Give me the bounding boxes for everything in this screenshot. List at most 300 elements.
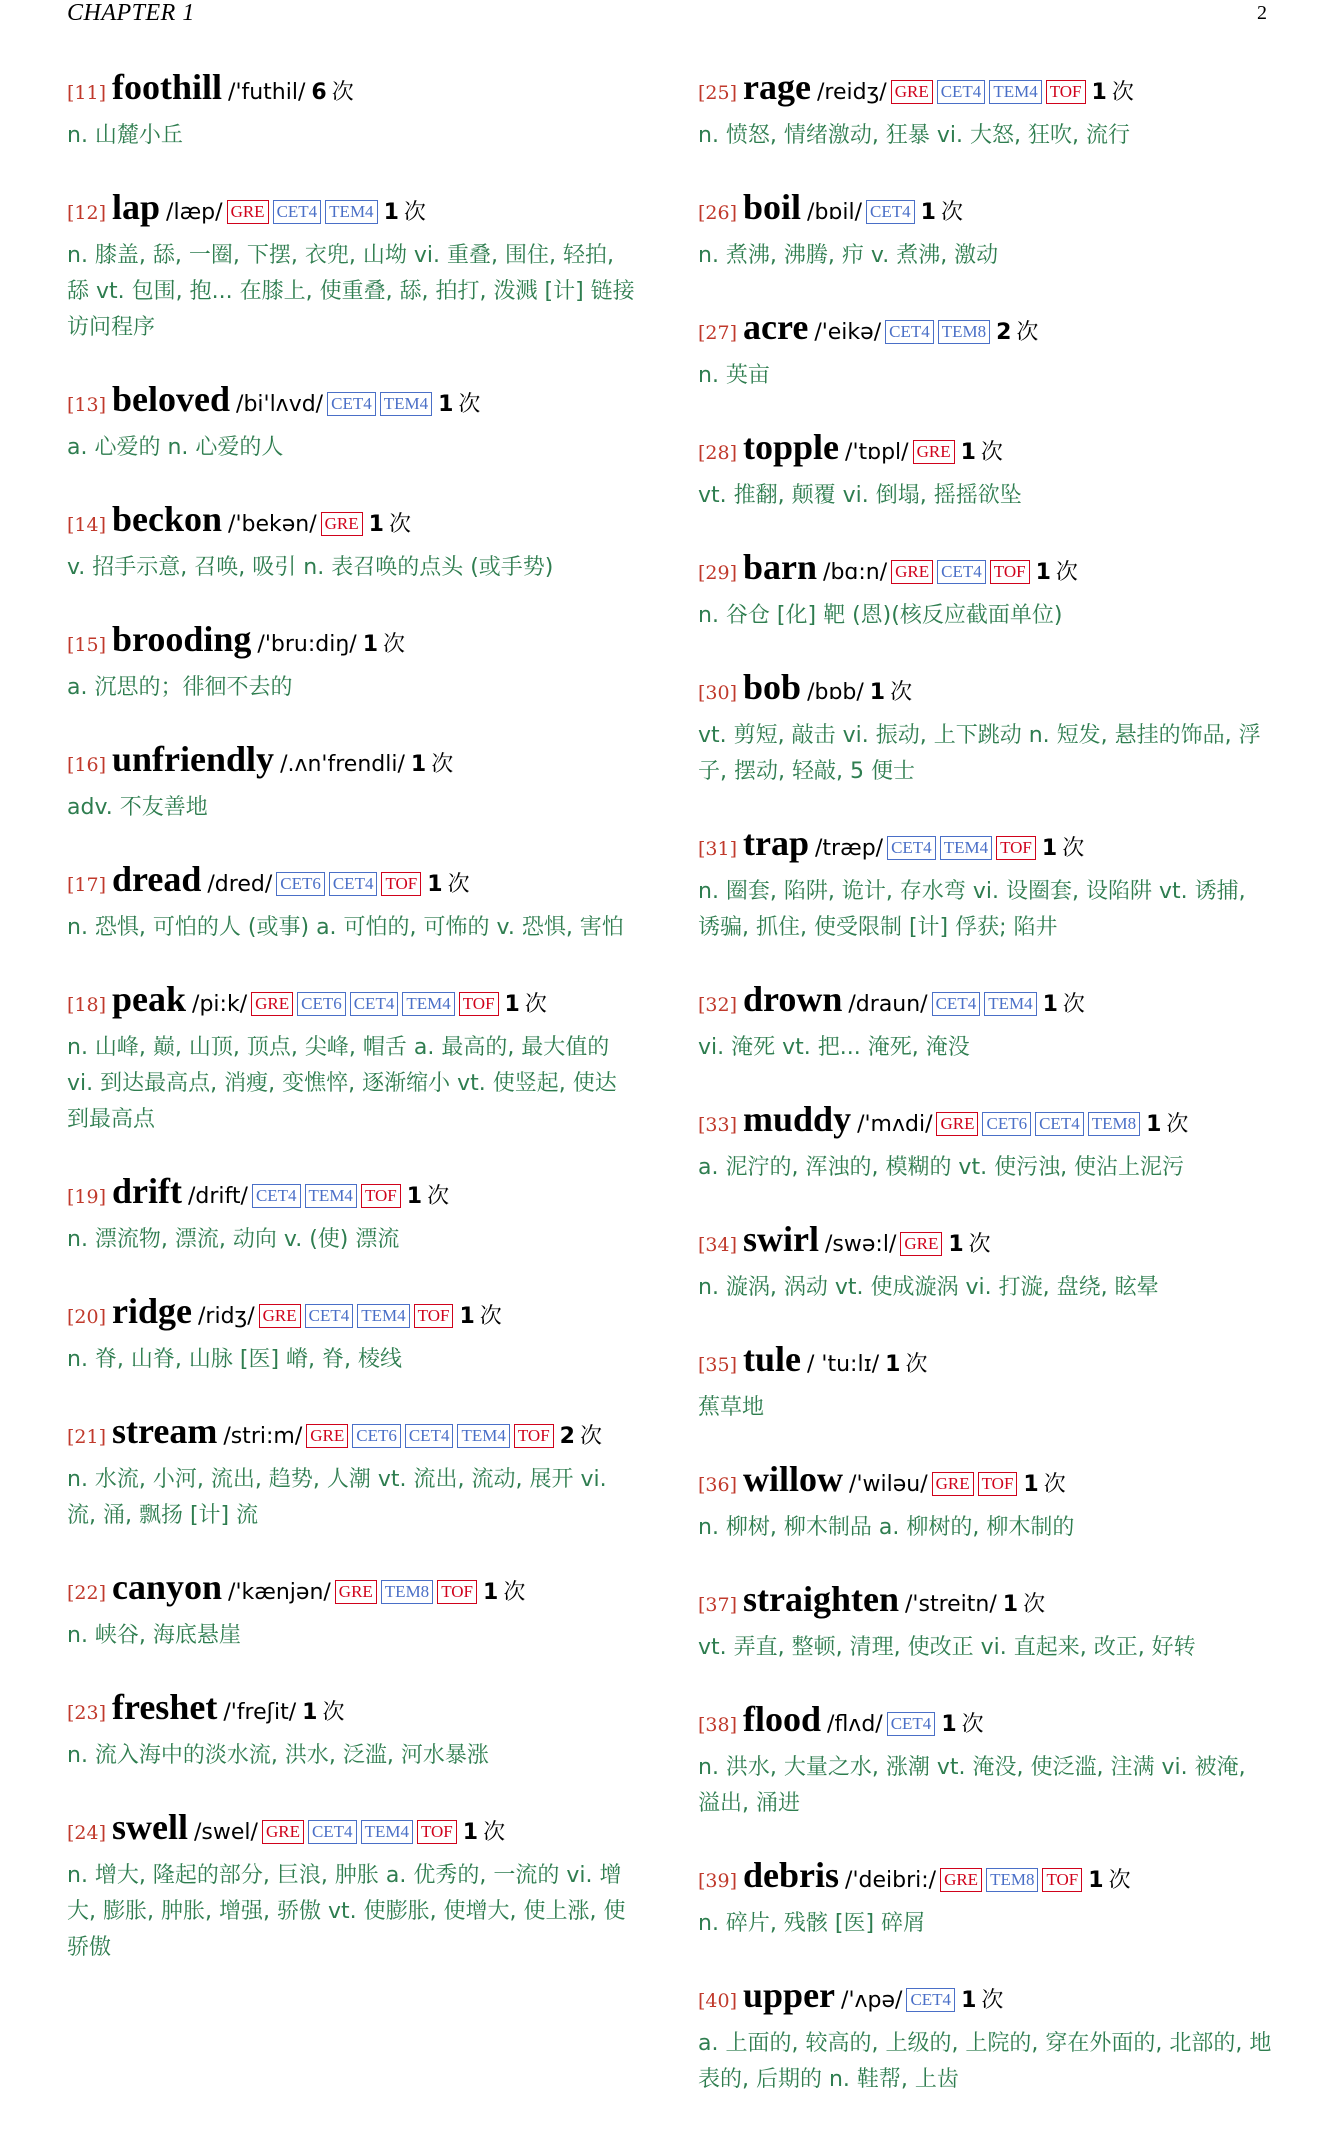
occurrence-count: 1 (1091, 80, 1107, 105)
entry-headline (67, 620, 637, 670)
headword: beloved (112, 379, 231, 419)
vocab-entry (698, 1220, 1273, 1306)
pronunciation: /bɒb/ (807, 680, 864, 705)
times-label: 次 (1016, 320, 1039, 345)
exam-tag: CET4 (327, 392, 376, 416)
entry-headline (67, 188, 637, 238)
occurrence-count: 1 (427, 872, 443, 897)
entry-index: [18] (67, 994, 107, 1016)
entry-index: [17] (67, 874, 107, 896)
entry-index: [27] (698, 322, 738, 344)
exam-tag: CET4 (252, 1184, 301, 1208)
definition: n. 增大, 隆起的部分, 巨浪, 肿胀 a. 优秀的, 一流的 vi. 增大, 膨胀, 肿胀, 增强, 骄傲 vt. 使膨胀, 使增大, 使上涨, 使骄傲 (67, 1863, 626, 1960)
entry-index: [13] (67, 394, 107, 416)
exam-tag: GRE (227, 200, 269, 224)
exam-tag: CET4 (350, 992, 399, 1016)
times-label: 次 (1043, 1472, 1066, 1497)
exam-tag: TOF (414, 1304, 454, 1328)
exam-tag: TEM8 (938, 320, 990, 344)
occurrence-count: 1 (406, 1184, 423, 1209)
occurrence-count: 1 (1023, 1472, 1039, 1497)
exam-tag: CET4 (273, 200, 322, 224)
times-label: 次 (1062, 992, 1085, 1017)
entry-index: [20] (67, 1306, 107, 1328)
entry-headline (698, 980, 1273, 1030)
entry-index: [36] (698, 1474, 738, 1496)
times-label: 次 (579, 1424, 602, 1449)
definition: vt. 弄直, 整顿, 清理, 使改正 vi. 直起来, 改正, 好转 (698, 1635, 1196, 1660)
times-label: 次 (981, 1988, 1004, 2013)
occurrence-count: 1 (1035, 560, 1051, 585)
entry-headline (67, 1292, 637, 1342)
entry-index: [32] (698, 994, 738, 1016)
exam-tag: TOF (381, 872, 421, 896)
entry-index: [19] (67, 1186, 107, 1208)
pronunciation: /draun/ (848, 992, 928, 1017)
exam-tag: TOF (990, 560, 1030, 584)
entry-index: [38] (698, 1714, 738, 1736)
entry-headline (698, 1340, 1273, 1390)
left-column (67, 68, 637, 2000)
occurrence-count: 1 (961, 1988, 977, 2013)
pronunciation: /'ʌpə/ (841, 1988, 903, 2013)
right-column (698, 68, 1273, 2132)
entry-index: [31] (698, 838, 738, 860)
entry-index: [30] (698, 682, 738, 704)
occurrence-count: 1 (483, 1580, 499, 1605)
pronunciation: /ridʒ/ (198, 1304, 255, 1329)
pronunciation: /pi:k/ (192, 992, 248, 1017)
exam-tag: TOF (996, 836, 1036, 860)
exam-tag: TEM4 (989, 80, 1041, 104)
pronunciation: /'bekən/ (228, 512, 317, 537)
vocab-entry (67, 1292, 637, 1378)
exam-tag: CET4 (937, 80, 986, 104)
entry-headline (67, 740, 637, 790)
pronunciation: /'deibri:/ (845, 1868, 937, 1893)
occurrence-count: 1 (941, 1712, 957, 1737)
vocab-entry (67, 620, 637, 706)
pronunciation: /'bru:diŋ/ (257, 632, 357, 657)
vocab-entry (67, 860, 637, 946)
entry-headline (698, 824, 1273, 874)
definition: n. 恐惧, 可怕的人 (或事) a. 可怕的, 可怖的 v. 恐惧, 害怕 (67, 915, 624, 940)
times-label: 次 (427, 1184, 450, 1209)
entry-headline (698, 548, 1273, 598)
exam-tag: GRE (891, 80, 933, 104)
entry-index: [40] (698, 1990, 738, 2012)
definition: v. 招手示意, 召唤, 吸引 n. 表召唤的点头 (或手势) (67, 555, 554, 580)
times-label: 次 (905, 1352, 928, 1377)
entry-index: [28] (698, 442, 738, 464)
times-label: 次 (388, 512, 411, 537)
pronunciation: /bi'lʌvd/ (236, 392, 324, 417)
vocab-entry (698, 980, 1273, 1066)
entry-headline (67, 500, 637, 550)
headword: dread (112, 859, 202, 899)
headword: ridge (112, 1291, 192, 1331)
definition: adv. 不友善地 (67, 795, 208, 820)
vocab-entry (67, 1412, 637, 1534)
exam-tag: TOF (514, 1424, 554, 1448)
entry-index: [29] (698, 562, 738, 584)
occurrence-count: 1 (459, 1304, 475, 1329)
entry-index: [22] (67, 1582, 107, 1604)
exam-tag: CET4 (866, 200, 915, 224)
entry-headline (698, 308, 1273, 358)
entry-headline (698, 1100, 1273, 1150)
entry-index: [25] (698, 82, 738, 104)
definition: n. 漂流物, 漂流, 动向 v. (使) 漂流 (67, 1227, 400, 1252)
exam-tag: TEM4 (357, 1304, 409, 1328)
exam-tag: TEM8 (1088, 1112, 1140, 1136)
exam-tag: TEM4 (361, 1820, 413, 1844)
entry-index: [15] (67, 634, 107, 656)
exam-tag: CET6 (982, 1112, 1031, 1136)
running-header (67, 0, 1267, 28)
definition: n. 峡谷, 海底悬崖 (67, 1623, 241, 1648)
headword: muddy (743, 1099, 852, 1139)
exam-tag: TOF (1042, 1868, 1082, 1892)
exam-tag: GRE (936, 1112, 978, 1136)
entry-index: [16] (67, 754, 107, 776)
occurrence-count: 1 (960, 440, 976, 465)
occurrence-count: 1 (869, 680, 886, 705)
definition: n. 流入海中的淡水流, 洪水, 泛滥, 河水暴涨 (67, 1743, 489, 1768)
headword: straighten (743, 1579, 900, 1619)
occurrence-count: 1 (368, 512, 384, 537)
pronunciation: /læp/ (166, 200, 223, 225)
headword: unfriendly (112, 739, 275, 779)
exam-tag: GRE (321, 512, 363, 536)
definition: n. 愤怒, 情绪激动, 狂暴 vi. 大怒, 狂吹, 流行 (698, 123, 1130, 148)
times-label: 次 (1111, 80, 1134, 105)
headword: freshet (112, 1687, 218, 1727)
times-label: 次 (961, 1712, 984, 1737)
vocab-entry (698, 188, 1273, 274)
times-label: 次 (1023, 1592, 1046, 1617)
entry-headline (698, 1220, 1273, 1270)
entry-headline (67, 68, 637, 118)
exam-tag: TEM4 (984, 992, 1036, 1016)
exam-tag: GRE (251, 992, 293, 1016)
entry-headline (67, 1412, 637, 1462)
entry-headline (67, 1808, 637, 1858)
pronunciation: /bɒil/ (807, 200, 863, 225)
exam-tag: GRE (913, 440, 955, 464)
vocab-entry (698, 1700, 1273, 1822)
definition: n. 水流, 小河, 流出, 趋势, 人潮 vt. 流出, 流动, 展开 vi. 流, 涌, 飘扬 [计] 流 (67, 1467, 607, 1528)
entry-headline (698, 1976, 1273, 2026)
occurrence-count: 1 (504, 992, 520, 1017)
definition: n. 山麓小丘 (67, 123, 183, 148)
headword: acre (743, 307, 809, 347)
occurrence-count: 1 (362, 632, 378, 657)
vocab-entry (67, 500, 637, 586)
definition: a. 泥泞的, 浑浊的, 模糊的 vt. 使污浊, 使沾上泥污 (698, 1155, 1185, 1180)
entry-index: [26] (698, 202, 738, 224)
pronunciation: /'mʌdi/ (857, 1112, 933, 1137)
entry-headline (698, 68, 1273, 118)
occurrence-count: 1 (410, 752, 427, 777)
exam-tag: CET4 (308, 1820, 357, 1844)
headword: willow (743, 1459, 844, 1499)
pronunciation: /drift/ (188, 1184, 248, 1209)
pronunciation: /bɑ:n/ (823, 560, 888, 585)
exam-tag: GRE (932, 1472, 974, 1496)
vocab-entry (67, 380, 637, 466)
exam-tag: TOF (978, 1472, 1018, 1496)
entry-headline (67, 860, 637, 910)
headword: upper (743, 1975, 836, 2015)
times-label: 次 (980, 440, 1003, 465)
exam-tag: TEM4 (402, 992, 454, 1016)
times-label: 次 (1166, 1112, 1189, 1137)
exam-tag: TOF (1046, 80, 1086, 104)
headword: brooding (112, 619, 252, 659)
occurrence-count: 6 (311, 80, 327, 105)
definition: n. 漩涡, 涡动 vt. 使成漩涡 vi. 打漩, 盘绕, 眩晕 (698, 1275, 1159, 1300)
vocab-entry (698, 668, 1273, 790)
occurrence-count: 1 (1041, 836, 1058, 861)
exam-tag: CET4 (405, 1424, 454, 1448)
entry-headline (698, 1700, 1273, 1750)
pronunciation: /swel/ (194, 1820, 258, 1845)
definition: vt. 剪短, 敲击 vi. 振动, 上下跳动 n. 短发, 悬挂的饰品, 浮子, 摆动, 轻敲, 5 便士 (698, 723, 1261, 784)
headword: trap (743, 823, 810, 863)
entry-headline (698, 1460, 1273, 1510)
exam-tag: TEM4 (325, 200, 377, 224)
definition: 蕉草地 (698, 1395, 765, 1420)
exam-tag: CET6 (297, 992, 346, 1016)
definition: n. 洪水, 大量之水, 涨潮 vt. 淹没, 使泛滥, 注满 vi. 被淹, 溢出, 涌进 (698, 1755, 1246, 1816)
pronunciation: /'streitn/ (905, 1592, 997, 1617)
vocab-entry (67, 1172, 637, 1258)
pronunciation: /'kænjən/ (228, 1580, 331, 1605)
occurrence-count: 1 (1002, 1592, 1019, 1617)
vocab-entry (698, 1976, 1273, 2098)
entry-headline (698, 668, 1273, 718)
pronunciation: /swə:l/ (825, 1232, 897, 1257)
exam-tag: TEM4 (380, 392, 432, 416)
pronunciation: /'futhil/ (228, 80, 306, 105)
chapter-title: CHAPTER 1 (67, 0, 195, 26)
entry-index: [14] (67, 514, 107, 536)
times-label: 次 (503, 1580, 526, 1605)
vocab-entry (67, 740, 637, 826)
entry-index: [35] (698, 1354, 738, 1376)
headword: flood (743, 1699, 822, 1739)
entry-headline (698, 1856, 1273, 1906)
occurrence-count: 1 (383, 200, 399, 225)
pronunciation: /træp/ (815, 836, 884, 861)
occurrence-count: 1 (1042, 992, 1058, 1017)
exam-tag: TEM4 (305, 1184, 357, 1208)
headword: stream (112, 1411, 218, 1451)
headword: rage (743, 67, 811, 107)
headword: swirl (743, 1219, 820, 1259)
definition: vi. 淹死 vt. 把... 淹死, 淹没 (698, 1035, 970, 1060)
headword: drift (112, 1171, 182, 1211)
times-label: 次 (403, 200, 426, 225)
exam-tag: CET4 (1035, 1112, 1084, 1136)
exam-tag: GRE (891, 560, 933, 584)
exam-tag: TEM4 (457, 1424, 509, 1448)
times-label: 次 (322, 1700, 345, 1725)
exam-tag: TEM8 (986, 1868, 1038, 1892)
vocab-entry (698, 1856, 1273, 1942)
entry-headline (67, 1568, 637, 1618)
definition: a. 心爱的 n. 心爱的人 (67, 435, 284, 460)
vocab-entry (67, 1808, 637, 1966)
exam-tag: CET6 (276, 872, 325, 896)
occurrence-count: 1 (438, 392, 454, 417)
times-label: 次 (1108, 1868, 1131, 1893)
definition: n. 山峰, 巅, 山顶, 顶点, 尖峰, 帽舌 a. 最高的, 最大值的 vi. 到达最高点, 消瘦, 变憔悴, 逐渐缩小 vt. 使竖起, 使达到最高点 (67, 1035, 617, 1132)
occurrence-count: 1 (302, 1700, 318, 1725)
occurrence-count: 2 (996, 320, 1012, 345)
occurrence-count: 1 (885, 1352, 901, 1377)
headword: boil (743, 187, 802, 227)
definition: n. 膝盖, 舔, 一圈, 下摆, 衣兜, 山坳 vi. 重叠, 围住, 轻拍, 舔 vt. 包围, 抱... 在膝上, 使重叠, 舔, 拍打, 泼溅 [计] 链接访问程序 (67, 243, 635, 340)
definition: n. 谷仓 [化] 靶 (恩)(核反应截面单位) (698, 603, 1063, 628)
vocab-entry (67, 1688, 637, 1774)
definition: n. 英亩 (698, 363, 770, 388)
headword: bob (743, 667, 802, 707)
exam-tag: GRE (262, 1820, 304, 1844)
exam-tag: CET4 (906, 1988, 955, 2012)
exam-tag: GRE (259, 1304, 301, 1328)
vocab-entry (698, 308, 1273, 394)
definition: n. 柳树, 柳木制品 a. 柳树的, 柳木制的 (698, 1515, 1075, 1540)
occurrence-count: 1 (1088, 1868, 1104, 1893)
headword: barn (743, 547, 818, 587)
pronunciation: /'eikə/ (814, 320, 882, 345)
exam-tag: CET4 (937, 560, 986, 584)
times-label: 次 (968, 1232, 991, 1257)
definition: vt. 推翻, 颠覆 vi. 倒塌, 摇摇欲坠 (698, 483, 1022, 508)
headword: peak (112, 979, 187, 1019)
exam-tag: TOF (459, 992, 499, 1016)
definition: n. 煮沸, 沸腾, 疖 v. 煮沸, 激动 (698, 243, 999, 268)
exam-tag: CET4 (887, 1712, 936, 1736)
exam-tag: TOF (417, 1820, 457, 1844)
entry-index: [21] (67, 1426, 107, 1448)
entry-index: [37] (698, 1594, 738, 1616)
entry-index: [33] (698, 1114, 738, 1136)
occurrence-count: 1 (920, 200, 936, 225)
entry-index: [39] (698, 1870, 738, 1892)
times-label: 次 (524, 992, 547, 1017)
exam-tag: GRE (900, 1232, 942, 1256)
exam-tag: CET4 (885, 320, 934, 344)
entry-index: [24] (67, 1822, 107, 1844)
times-label: 次 (458, 392, 481, 417)
vocab-entry (698, 1340, 1273, 1426)
exam-tag: GRE (335, 1580, 377, 1604)
times-label: 次 (1062, 836, 1085, 861)
entry-headline (698, 1580, 1273, 1630)
pronunciation: /'wiləu/ (849, 1472, 928, 1497)
vocab-entry (698, 1100, 1273, 1186)
vocab-entry (698, 1460, 1273, 1546)
pronunciation: /stri:m/ (223, 1424, 303, 1449)
pronunciation: /reidʒ/ (816, 80, 887, 105)
occurrence-count: 1 (462, 1820, 479, 1845)
vocab-entry (67, 1568, 637, 1654)
times-label: 次 (431, 752, 454, 777)
exam-tag: CET4 (305, 1304, 354, 1328)
vocab-entry (698, 428, 1273, 514)
definition: a. 上面的, 较高的, 上级的, 上院的, 穿在外面的, 北部的, 地表的, 后期的 n. 鞋帮, 上齿 (698, 2031, 1272, 2092)
occurrence-count: 2 (559, 1424, 575, 1449)
entry-index: [23] (67, 1702, 107, 1724)
headword: foothill (112, 67, 223, 107)
vocab-entry (67, 980, 637, 1138)
pronunciation: /dred/ (207, 872, 273, 897)
headword: tule (743, 1339, 802, 1379)
definition: n. 脊, 山脊, 山脉 [医] 嵴, 脊, 棱线 (67, 1347, 403, 1372)
vocab-entry (698, 548, 1273, 634)
times-label: 次 (331, 80, 354, 105)
occurrence-count: 1 (948, 1232, 964, 1257)
definition: a. 沉思的；徘徊不去的 (67, 675, 293, 700)
exam-tag: GRE (306, 1424, 348, 1448)
vocab-entry (67, 68, 637, 154)
definition: n. 圈套, 陷阱, 诡计, 存水弯 vi. 设圈套, 设陷阱 vt. 诱捕, 诱骗, 抓住, 使受限制 [计] 俘获; 陷井 (698, 879, 1246, 940)
headword: topple (743, 427, 840, 467)
entry-headline (698, 428, 1273, 478)
occurrence-count: 1 (1146, 1112, 1162, 1137)
entry-index: [11] (67, 82, 107, 104)
headword: beckon (112, 499, 223, 539)
exam-tag: TOF (361, 1184, 401, 1208)
times-label: 次 (447, 872, 470, 897)
headword: canyon (112, 1567, 223, 1607)
pronunciation: / 'tu:lɪ/ (807, 1352, 880, 1377)
headword: debris (743, 1855, 840, 1895)
times-label: 次 (940, 200, 963, 225)
entry-headline (67, 980, 637, 1030)
definition: n. 碎片, 残骸 [医] 碎屑 (698, 1911, 926, 1936)
entry-headline (67, 1172, 637, 1222)
headword: swell (112, 1807, 189, 1847)
vocab-entry (698, 1580, 1273, 1666)
entry-index: [34] (698, 1234, 738, 1256)
exam-tag: TEM4 (940, 836, 992, 860)
times-label: 次 (1055, 560, 1078, 585)
exam-tag: CET4 (329, 872, 378, 896)
exam-tag: TOF (437, 1580, 477, 1604)
exam-tag: CET4 (887, 836, 936, 860)
times-label: 次 (890, 680, 913, 705)
entry-index: [12] (67, 202, 107, 224)
pronunciation: /'freʃit/ (223, 1700, 297, 1725)
times-label: 次 (483, 1820, 506, 1845)
pronunciation: /flʌd/ (827, 1712, 883, 1737)
times-label: 次 (383, 632, 406, 657)
vocab-entry (698, 68, 1273, 154)
exam-tag: GRE (940, 1868, 982, 1892)
entry-headline (67, 380, 637, 430)
pronunciation: /'tɒpl/ (845, 440, 909, 465)
entry-headline (698, 188, 1273, 238)
headword: lap (112, 187, 161, 227)
times-label: 次 (479, 1304, 502, 1329)
vocab-entry (67, 188, 637, 346)
pronunciation: /.ʌn'frendli/ (280, 752, 405, 777)
exam-tag: TEM8 (381, 1580, 433, 1604)
